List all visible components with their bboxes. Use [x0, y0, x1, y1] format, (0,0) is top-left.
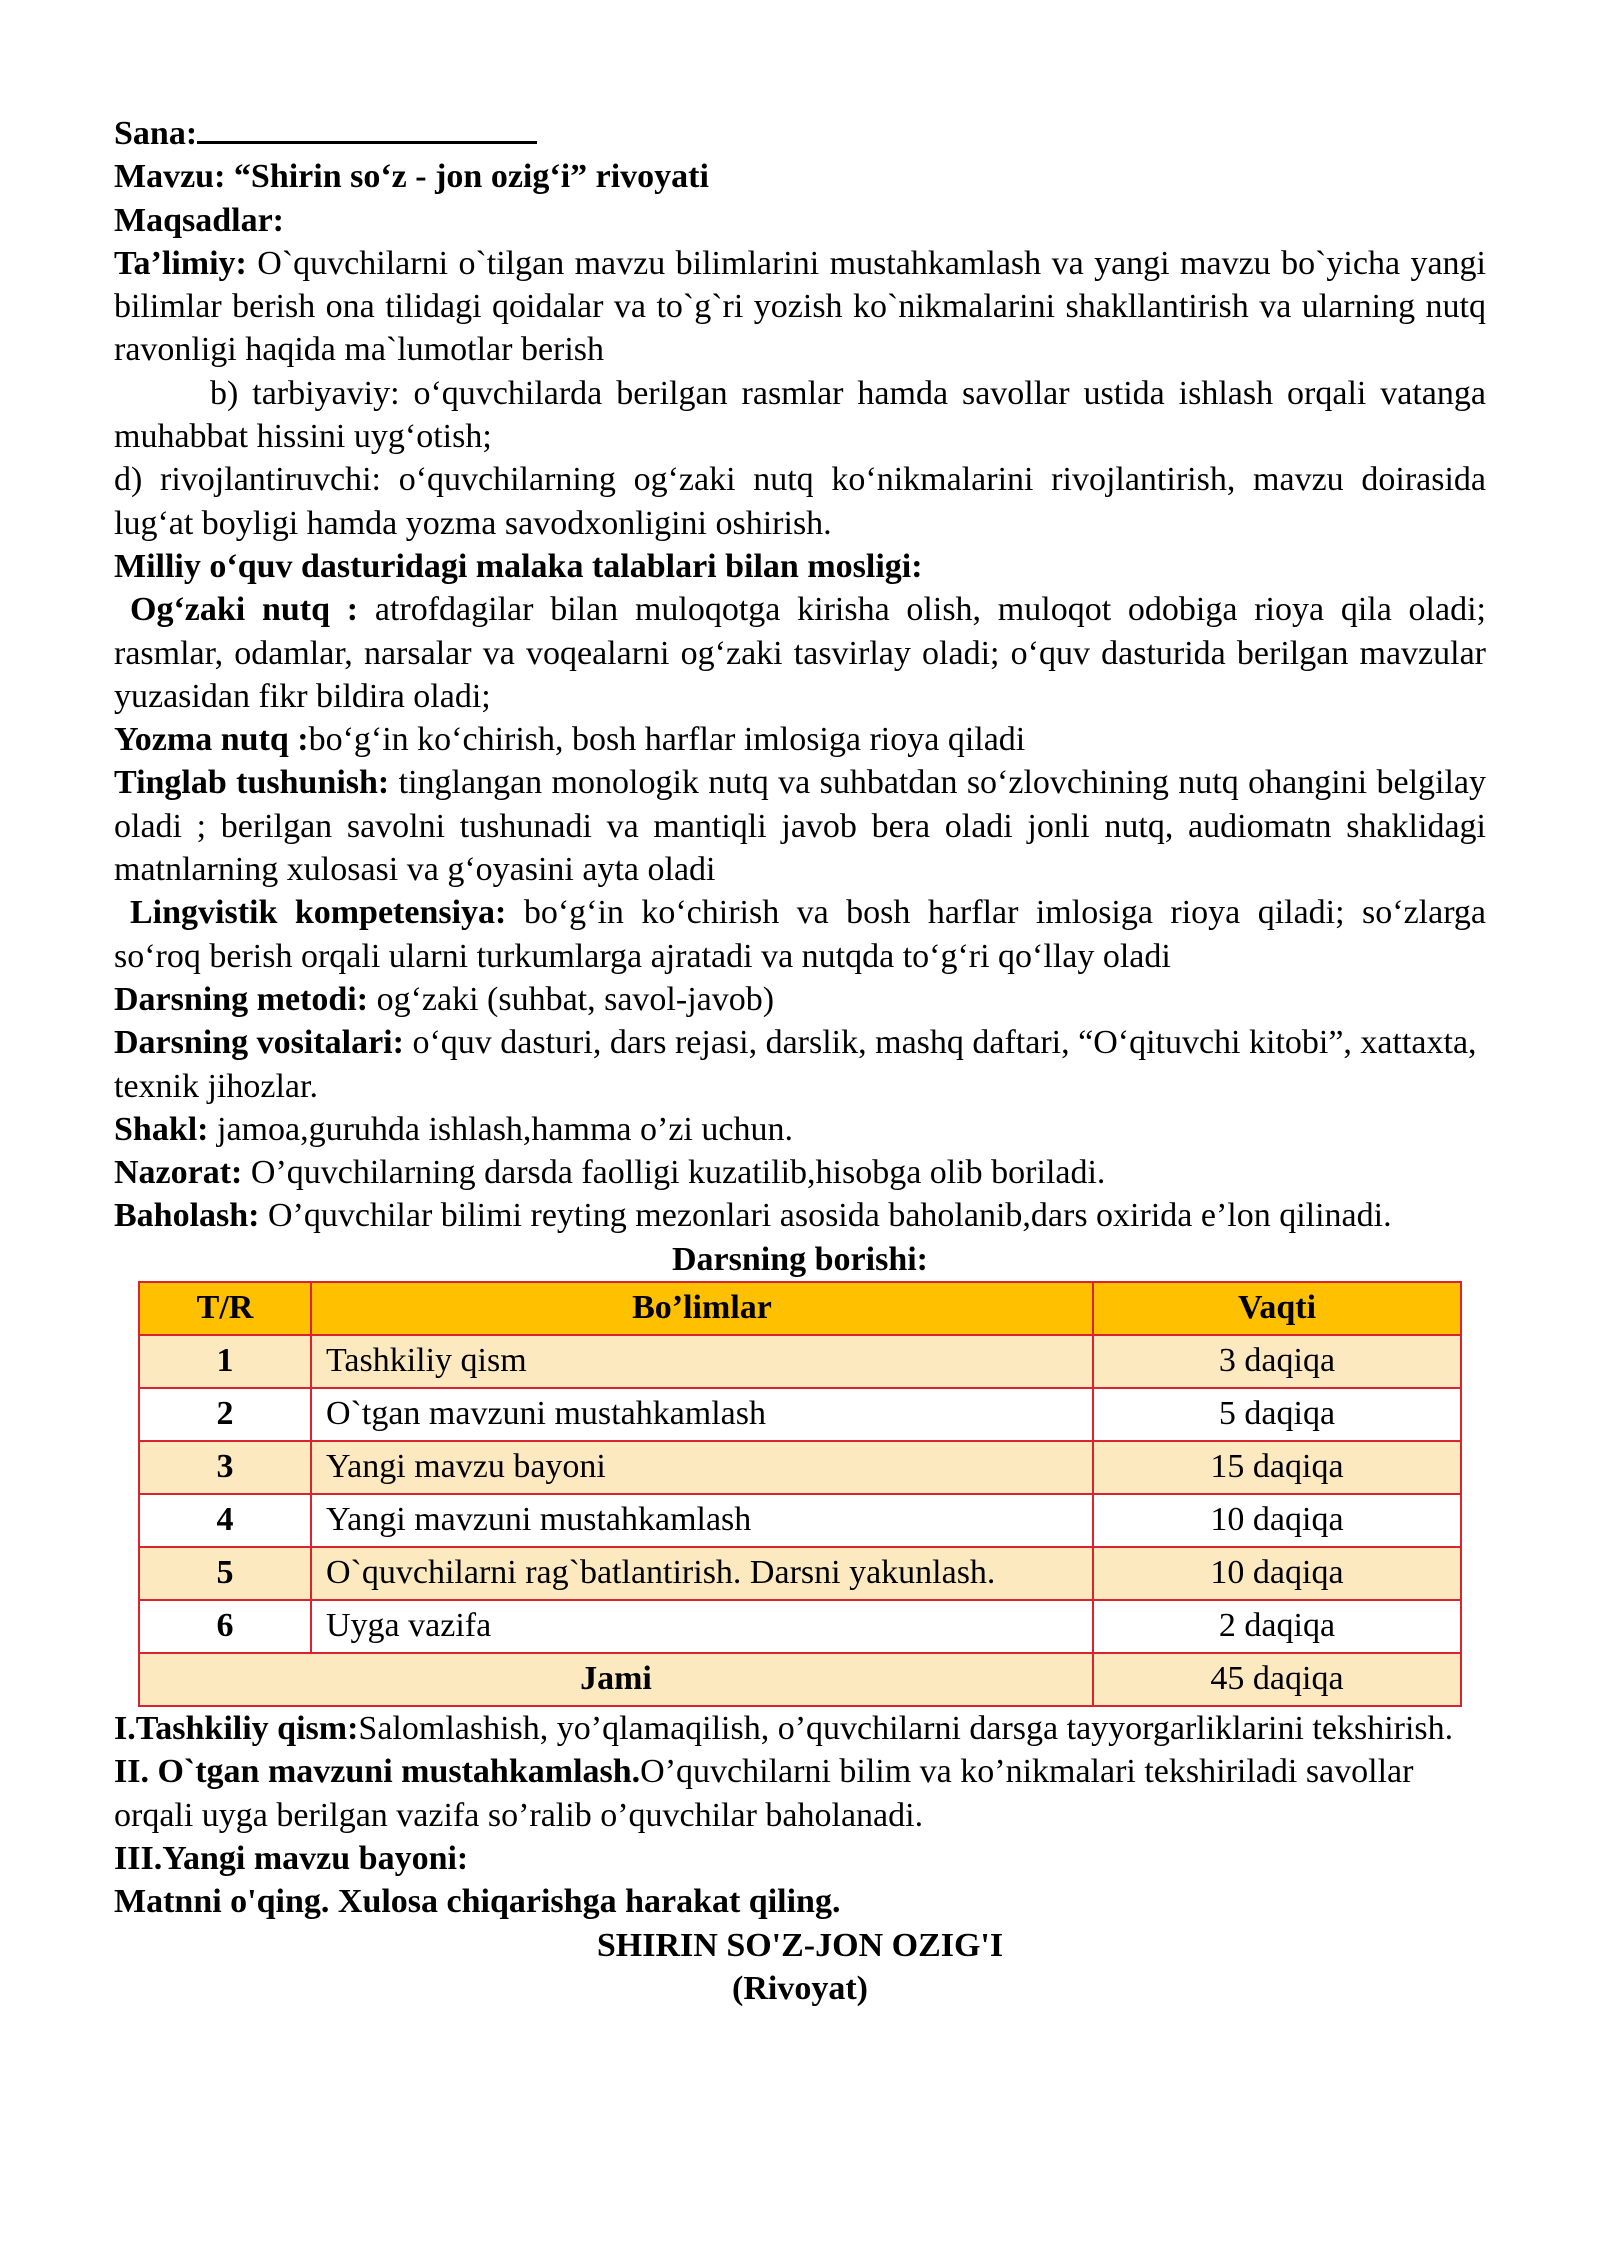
- standard-oral-text: atrofdagilar bilan muloqotga kirisha olish, muloqot odobiga rioya qila oladi; rasmlar, odamlar, narsalar va voqealarni og‘zaki tasvirlay oladi; o‘quv dasturida berilgan mavzular yuzasidan fikr bildira oladi;: [114, 591, 1486, 715]
- standard-listening-label: Tinglab tushunish:: [114, 764, 390, 802]
- standards-heading: Milliy o‘quv dasturidagi malaka talablari bilan mosligi:: [114, 547, 923, 585]
- standard-oral: [114, 588, 1486, 718]
- goal-developmental: d) rivojlantiruvchi: o‘quvchilarning og‘zaki nutq ko‘nikmalarini rivojlantirish, mavzu doirasida lug‘at boyligi hamda yozma savodxonligini oshirish.: [114, 461, 1486, 542]
- lesson-assessment: [114, 1194, 1486, 1237]
- row-section: O`quvchilarni rag`batlantirish. Darsni yakunlash.: [311, 1547, 1093, 1600]
- date-line: [114, 112, 1486, 155]
- lesson-method: [114, 978, 1486, 1021]
- topic-label: Mavzu:: [114, 158, 226, 196]
- lesson-tools-text: o‘quv dasturi, dars rejasi, darslik, mashq daftari, “O‘qituvchi kitobi”, xattaxta, texnik jihozlar.: [114, 1024, 1477, 1105]
- goal-educational-text: O`quvchilarni o`tilgan mavzu bilimlarini mustahkamlash va yangi mavzu bo`yicha yangi bilimlar berish ona tilidagi qoidalar va to`g`ri yozish ko`nikmalarini shakllantirish va ularning nutq ravonligi haqida ma`lumotlar berish: [114, 244, 1486, 369]
- lesson-form-label: Shakl:: [114, 1110, 209, 1148]
- section-review-label: II. O`tgan mavzuni mustahkamlash.: [114, 1753, 641, 1791]
- lesson-form-text: jamoa,guruhda ishlash,hamma o’zi uchun.: [208, 1110, 793, 1148]
- row-time: 2 daqiqa: [1093, 1600, 1461, 1653]
- row-time: 3 daqiqa: [1093, 1335, 1461, 1388]
- row-section: Tashkiliy qism: [311, 1335, 1093, 1388]
- standard-listening: [114, 761, 1486, 891]
- total-time: 45 daqiqa: [1093, 1653, 1461, 1706]
- section-organizational-text: Salomlashish, yo’qlamaqilish, o’quvchilarni darsga tayyorgarliklarini tekshirish.: [358, 1710, 1454, 1748]
- section-new-topic: III.Yangi mavzu bayoni:: [114, 1839, 469, 1877]
- reading-task: Matnni o'qing. Xulosa chiqarishga harakat qiling.: [114, 1883, 841, 1921]
- story-subtitle: (Rivoyat): [732, 1969, 868, 2007]
- row-number: 1: [139, 1335, 311, 1388]
- table-row: [139, 1547, 1461, 1600]
- standard-linguistic-label: Lingvistik kompetensiya:: [130, 894, 507, 932]
- date-blank: [197, 113, 537, 144]
- section-review-text: O’quvchilarni bilim va ko’nikmalari tekshiriladi savollar orqali uyga berilgan vazifa so’ralib o’quvchilar baholanadi.: [114, 1753, 1414, 1834]
- header-sections: Bo’limlar: [311, 1282, 1093, 1335]
- row-time: 15 daqiqa: [1093, 1441, 1461, 1494]
- table-header-row: [139, 1282, 1461, 1335]
- lesson-control-label: Nazorat:: [114, 1154, 243, 1192]
- row-time: 5 daqiqa: [1093, 1388, 1461, 1441]
- standard-written-label: Yozma nutq :: [114, 721, 309, 759]
- document-page: [114, 112, 1486, 2010]
- lesson-control-text: O’quvchilarning darsda faolligi kuzatilib,hisobga olib boriladi.: [242, 1154, 1106, 1192]
- lesson-plan-table: [138, 1281, 1462, 1707]
- topic-value: “Shirin so‘z - jon ozig‘i” rivoyati: [225, 158, 709, 196]
- lesson-method-text: og‘zaki (suhbat, savol-javob): [368, 980, 775, 1018]
- row-number: 4: [139, 1494, 311, 1547]
- lesson-tools-label: Darsning vositalari:: [114, 1024, 404, 1062]
- header-time: Vaqti: [1093, 1282, 1461, 1335]
- date-label: Sana:: [114, 115, 198, 152]
- standard-linguistic-text: bo‘g‘in ko‘chirish va bosh harflar imlosiga rioya qiladi; so‘zlarga so‘roq berish orqali ularni turkumlarga ajratadi va nutqda to‘g‘ri qo‘llay oladi: [114, 894, 1486, 975]
- standard-linguistic: [114, 891, 1486, 978]
- table-row: [139, 1600, 1461, 1653]
- plan-title: Darsning borishi:: [672, 1240, 928, 1278]
- table-total-row: [139, 1653, 1461, 1706]
- total-label: Jami: [139, 1653, 1093, 1706]
- row-number: 6: [139, 1600, 311, 1653]
- row-number: 2: [139, 1388, 311, 1441]
- lesson-tools: [114, 1021, 1486, 1108]
- topic-line: [114, 155, 1486, 198]
- lesson-form: [114, 1108, 1486, 1151]
- section-organizational-label: I.Tashkiliy qism:: [114, 1710, 359, 1748]
- row-section: Uyga vazifa: [311, 1600, 1093, 1653]
- lesson-assessment-text: O’quvchilar bilimi reyting mezonlari asosida baholanib,dars oxirida e’lon qilinadi.: [259, 1197, 1392, 1235]
- goals-heading: Maqsadlar:: [114, 201, 284, 239]
- lesson-control: [114, 1151, 1486, 1194]
- section-organizational: [114, 1707, 1486, 1750]
- lesson-assessment-label: Baholash:: [114, 1197, 260, 1235]
- section-review: [114, 1750, 1486, 1837]
- table-row: [139, 1494, 1461, 1547]
- goal-educational-label: Ta’limiy:: [114, 244, 247, 282]
- standard-oral-label: Og‘zaki nutq :: [130, 591, 359, 629]
- goal-upbringing: b) tarbiyaviy: o‘quvchilarda berilgan rasmlar hamda savollar ustida ishlash orqali vatanga muhabbat hissini uyg‘otish;: [114, 374, 1486, 456]
- standard-written-text: bo‘g‘in ko‘chirish, bosh harflar imlosiga rioya qiladi: [308, 721, 1026, 759]
- row-time: 10 daqiqa: [1093, 1547, 1461, 1600]
- row-time: 10 daqiqa: [1093, 1494, 1461, 1547]
- row-section: Yangi mavzuni mustahkamlash: [311, 1494, 1093, 1547]
- story-title: SHIRIN SO'Z-JON OZIG'I: [596, 1926, 1004, 1964]
- row-number: 5: [139, 1547, 311, 1600]
- row-number: 3: [139, 1441, 311, 1494]
- standard-written: [114, 718, 1486, 761]
- table-row: [139, 1335, 1461, 1388]
- table-row: [139, 1441, 1461, 1494]
- row-section: O`tgan mavzuni mustahkamlash: [311, 1388, 1093, 1441]
- lesson-method-label: Darsning metodi:: [114, 980, 369, 1018]
- header-number: T/R: [139, 1282, 311, 1335]
- table-row: [139, 1388, 1461, 1441]
- goal-educational: [114, 242, 1486, 372]
- standard-listening-text: tinglangan monologik nutq va suhbatdan so‘zlovchining nutq ohangini belgilay oladi ; berilgan savolni tushunadi va mantiqli javob bera oladi jonli nutq, audiomatn shaklidagi matnlarning xulosasi va g‘oyasini ayta oladi: [114, 764, 1487, 889]
- row-section: Yangi mavzu bayoni: [311, 1441, 1093, 1494]
